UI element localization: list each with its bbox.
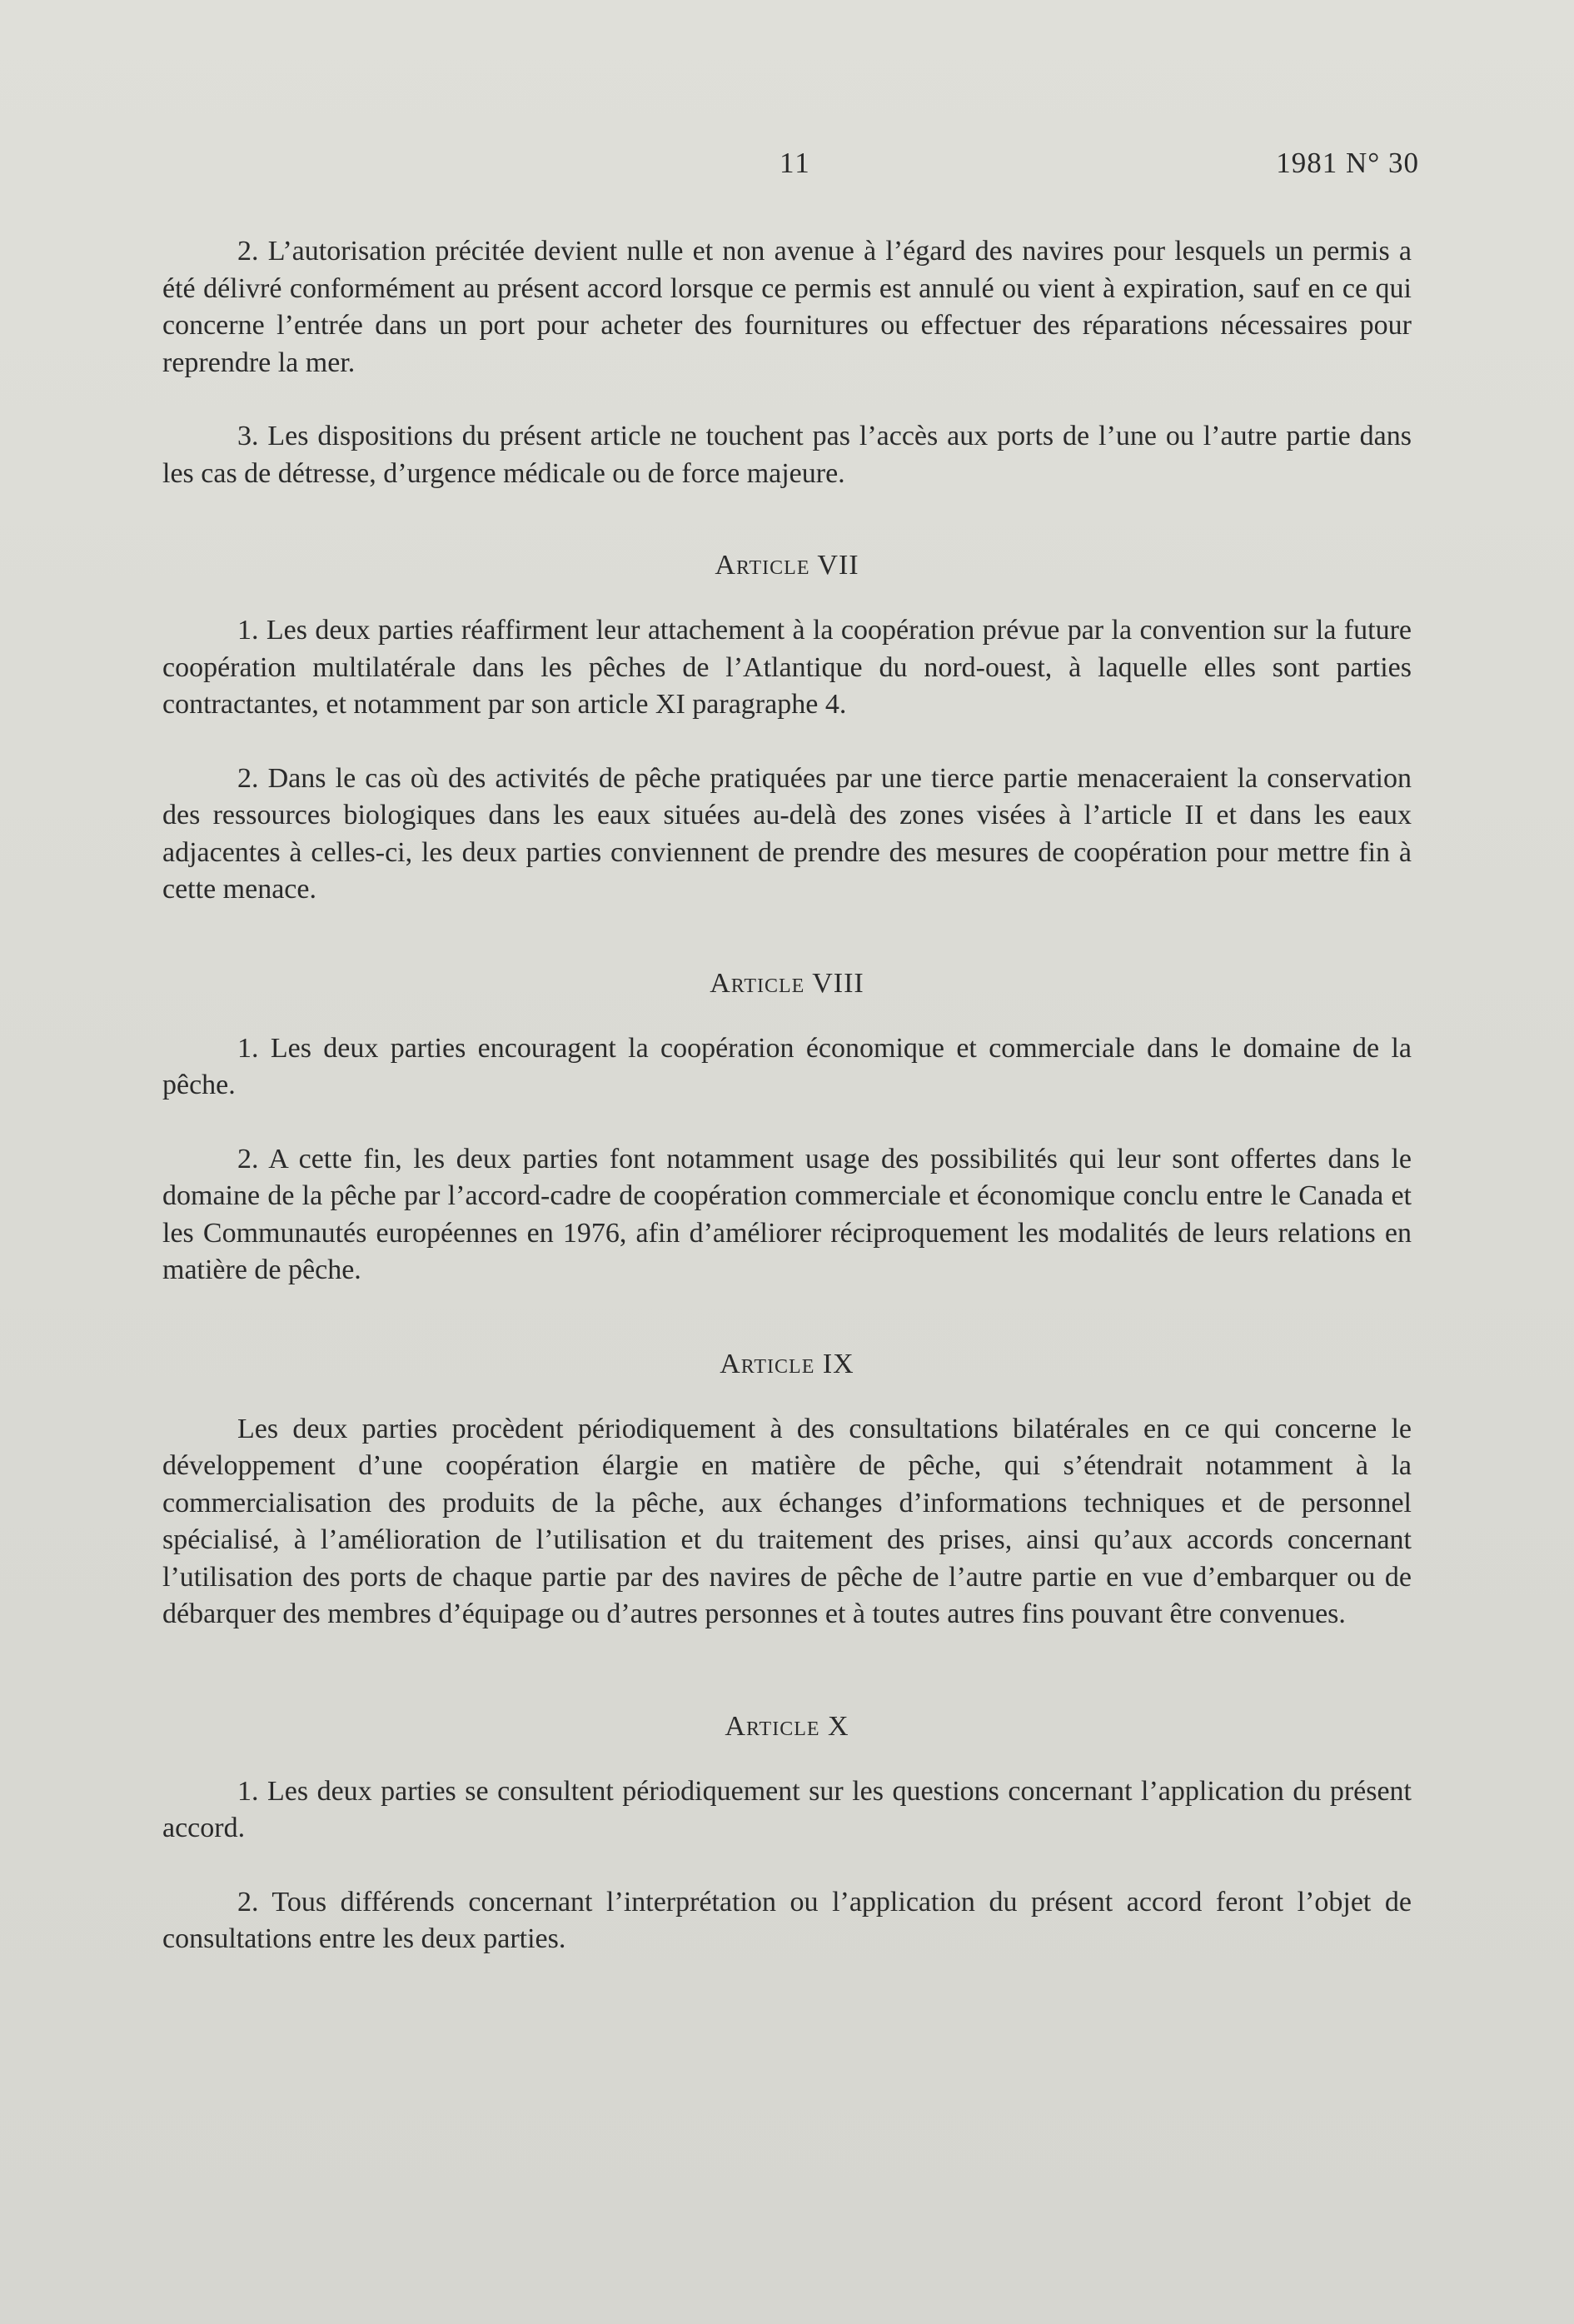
paragraph: 2. Dans le cas où des activités de pêche pratiquées par une tierce partie menaceraient la conservation des ressources biologiques dans les eaux situées au-delà des zones visées à l’article II et dans les eaux adjacentes à celles-ci, les deux parties conviennent de prendre des mesures de coopération pour mettre fin à cette menace. bbox=[162, 762, 1412, 905]
paragraph: 1. Les deux parties réaffirment leur attachement à la coopération prévue par la convention sur la future coopération multilatérale dans les pêches de l’Atlantique du nord-ouest, à laquelle elles sont parties contractantes, et notamment par son article XI paragraphe 4. bbox=[162, 615, 1412, 720]
document-body bbox=[162, 233, 1412, 1958]
paragraph: 3. Les dispositions du présent article ne touchent pas l’accès aux ports de l’une ou l’autre partie dans les cas de détresse, d’urgence médicale ou de force majeure. bbox=[162, 421, 1412, 489]
paragraph: 1. Les deux parties se consultent périodiquement sur les questions concernant l’application du présent accord. bbox=[162, 1775, 1412, 1843]
issue-reference: 1981 N° 30 bbox=[1276, 147, 1419, 179]
page-number: 11 bbox=[780, 147, 811, 179]
article-heading: Article X bbox=[725, 1710, 849, 1742]
paragraph: 2. A cette fin, les deux parties font notamment usage des possibilités qui leur sont offertes dans le domaine de la pêche par l’accord-cadre de coopération commerciale et économique conclu entre le Canada et les Communautés européennes en 1976, afin d’améliorer réciproquement les modalités de leurs relations en matière de pêche. bbox=[162, 1143, 1412, 1285]
paragraph: 1. Les deux parties encouragent la coopération économique et commerciale dans le domaine de la pêche. bbox=[162, 1032, 1412, 1100]
paragraph: 2. Tous différends concernant l’interprétation ou l’application du présent accord feront l’objet de consultations entre les deux parties. bbox=[162, 1886, 1412, 1954]
paragraph: 2. L’autorisation précitée devient nulle et non avenue à l’égard des navires pour lesquels un permis a été délivré conformément au présent accord lorsque ce permis est annulé ou vient à expiration, sauf en ce qui concerne l’entrée dans un port pour acheter des fournitures ou effectuer des réparations nécessaires pour reprendre la mer. bbox=[162, 236, 1412, 378]
article-heading: Article VII bbox=[715, 550, 859, 581]
paragraph: Les deux parties procèdent périodiquement à des consultations bilatérales en ce qui concerne le développement d’une coopération élargie en matière de pêche, qui s’étendrait notamment à la commercialisation des produits de la pêche, aux échanges d’informations techniques et de personnel spécialisé, à l’amélioration de l’utilisation et du traitement des prises, ainsi qu’aux accords concernant l’utilisation des ports de chaque partie par des navires de pêche de l’autre partie en vue d’embarquer ou de débarquer des membres d’équipage ou d’autres personnes et à toutes autres fins pouvant être convenues. bbox=[162, 1413, 1412, 1629]
article-heading: Article VIII bbox=[710, 967, 864, 999]
article-heading: Article IX bbox=[720, 1348, 854, 1379]
